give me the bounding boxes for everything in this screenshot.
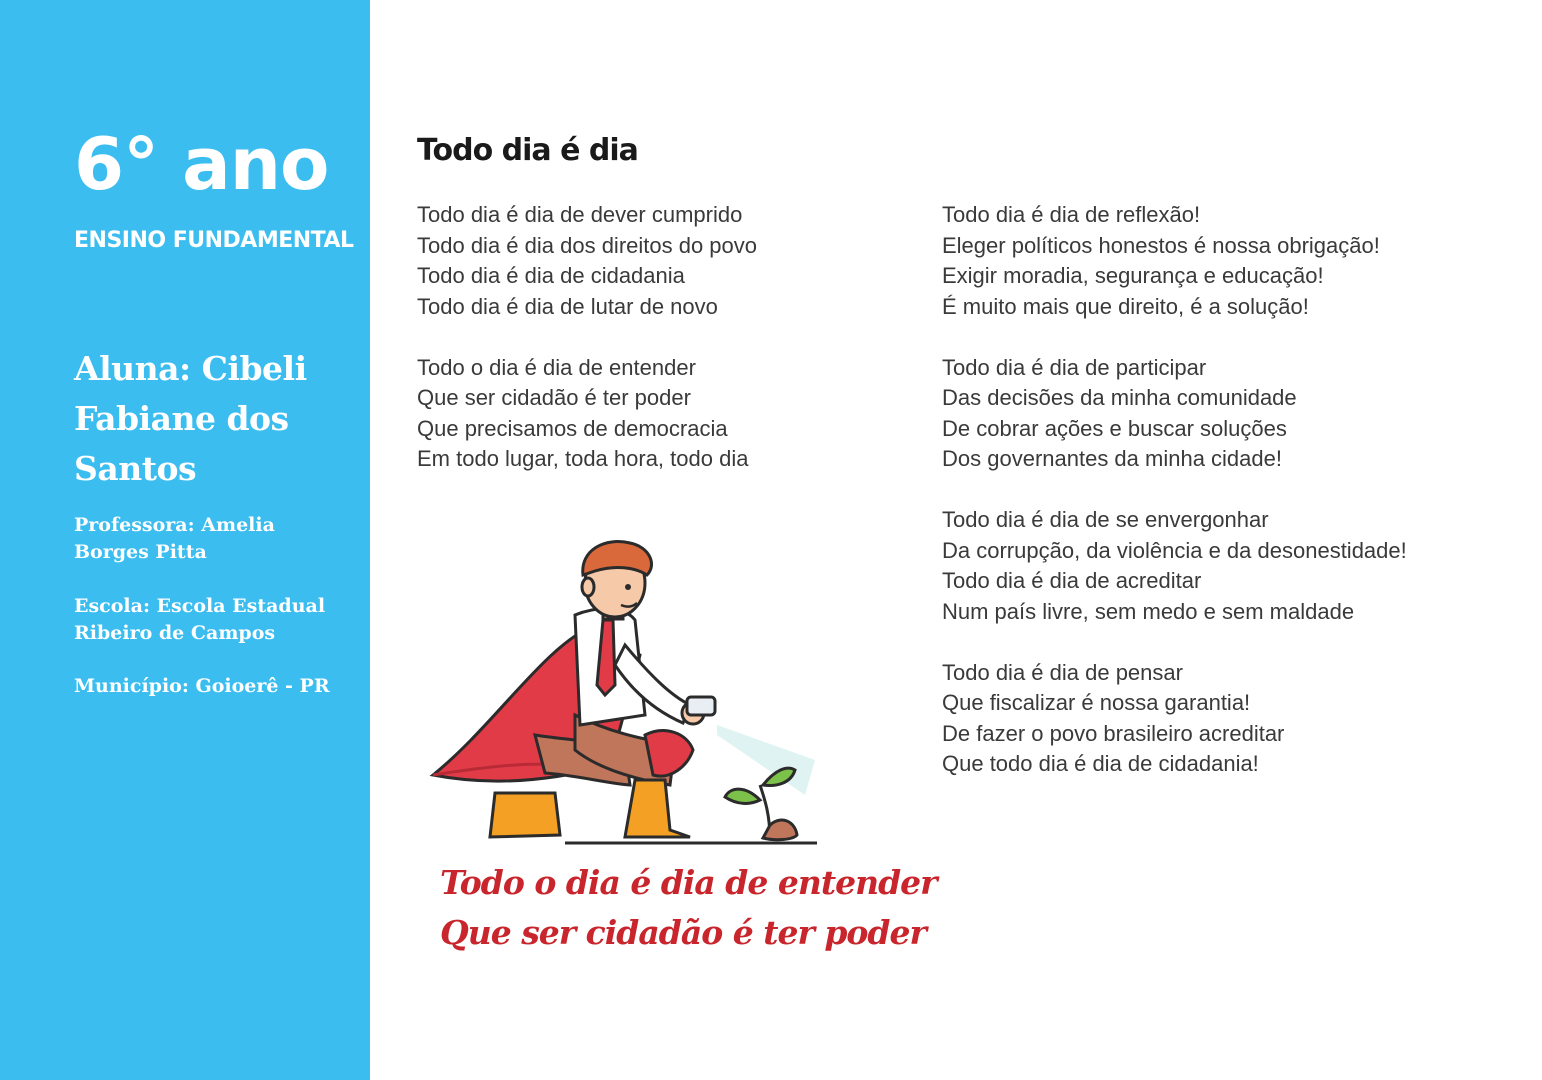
poem-title: Todo dia é dia [417,133,638,168]
hero-watering-plant-illustration [425,535,825,850]
sidebar-panel [0,0,370,1080]
stanza [417,353,917,475]
front-boot [625,780,690,837]
poem-line: Num país livre, sem medo e sem maldade [942,598,1355,624]
poem-line: Da corrupção, da violência e da desonestidade! [942,537,1407,563]
stanza [942,505,1502,627]
poem-line: Todo dia é dia dos direitos do povo [417,232,758,258]
poem-line: Dos governantes da minha cidade! [942,446,1282,471]
poem-line: Todo o dia é dia de entender [417,354,696,380]
spray-bottle [687,697,715,715]
quote-line: Que ser cidadão é ter poder [440,913,926,952]
back-boot [490,793,560,837]
poem-line: Todo dia é dia de lutar de novo [417,293,718,319]
poem-line: Das decisões da minha comunidade [942,385,1297,410]
poem-line: Em todo lugar, toda hora, todo dia [417,446,749,471]
illustration-quote [440,858,937,958]
poem-line: Todo dia é dia de pensar [942,659,1183,685]
poem-line: Que todo dia é dia de cidadania! [942,751,1259,776]
student-name: Aluna: Cibeli Fabiane dos Santos [74,349,307,488]
knee-pad [645,731,693,776]
poem-line: Que precisamos de democracia [417,415,728,441]
poem-column-right [942,200,1502,810]
poem-line: Todo dia é dia de cidadania [417,263,685,288]
poem-line: É muito mais que direito, é a solução! [942,293,1309,319]
poem-line: Que ser cidadão é ter poder [417,385,691,410]
poem-line: De cobrar ações e buscar soluções [942,415,1287,441]
poem-line: Todo dia é dia de reflexão! [942,202,1201,227]
poem-column-left [417,200,917,505]
stanza [417,200,917,322]
municipality: Município: Goioerê - PR [74,675,330,697]
poem-line: Todo dia é dia de dever cumprido [417,202,743,227]
stanza [942,353,1502,475]
stanza [942,658,1502,780]
grade-title: 6° ano [74,122,329,206]
poem-line: Eleger políticos honestos é nossa obrigação! [942,232,1380,258]
teacher-name: Professora: Amelia Borges Pitta [74,514,275,563]
poem-line: Todo dia é dia de se envergonhar [942,507,1269,532]
education-level: ENSINO FUNDAMENTAL [74,228,354,253]
poem-line: Todo dia é dia de participar [942,354,1207,380]
poem-line: Exigir moradia, segurança e educação! [942,263,1324,288]
poem-line: Que fiscalizar é nossa garantia! [942,690,1251,715]
quote-line: Todo o dia é dia de entender [440,863,937,902]
poem-line: De fazer o povo brasileiro acreditar [942,720,1285,746]
sprout-leaf [725,789,760,803]
stanza [942,200,1502,322]
school-name: Escola: Escola Estadual Ribeiro de Campos [74,595,326,644]
poem-line: Todo dia é dia de acreditar [942,568,1202,593]
